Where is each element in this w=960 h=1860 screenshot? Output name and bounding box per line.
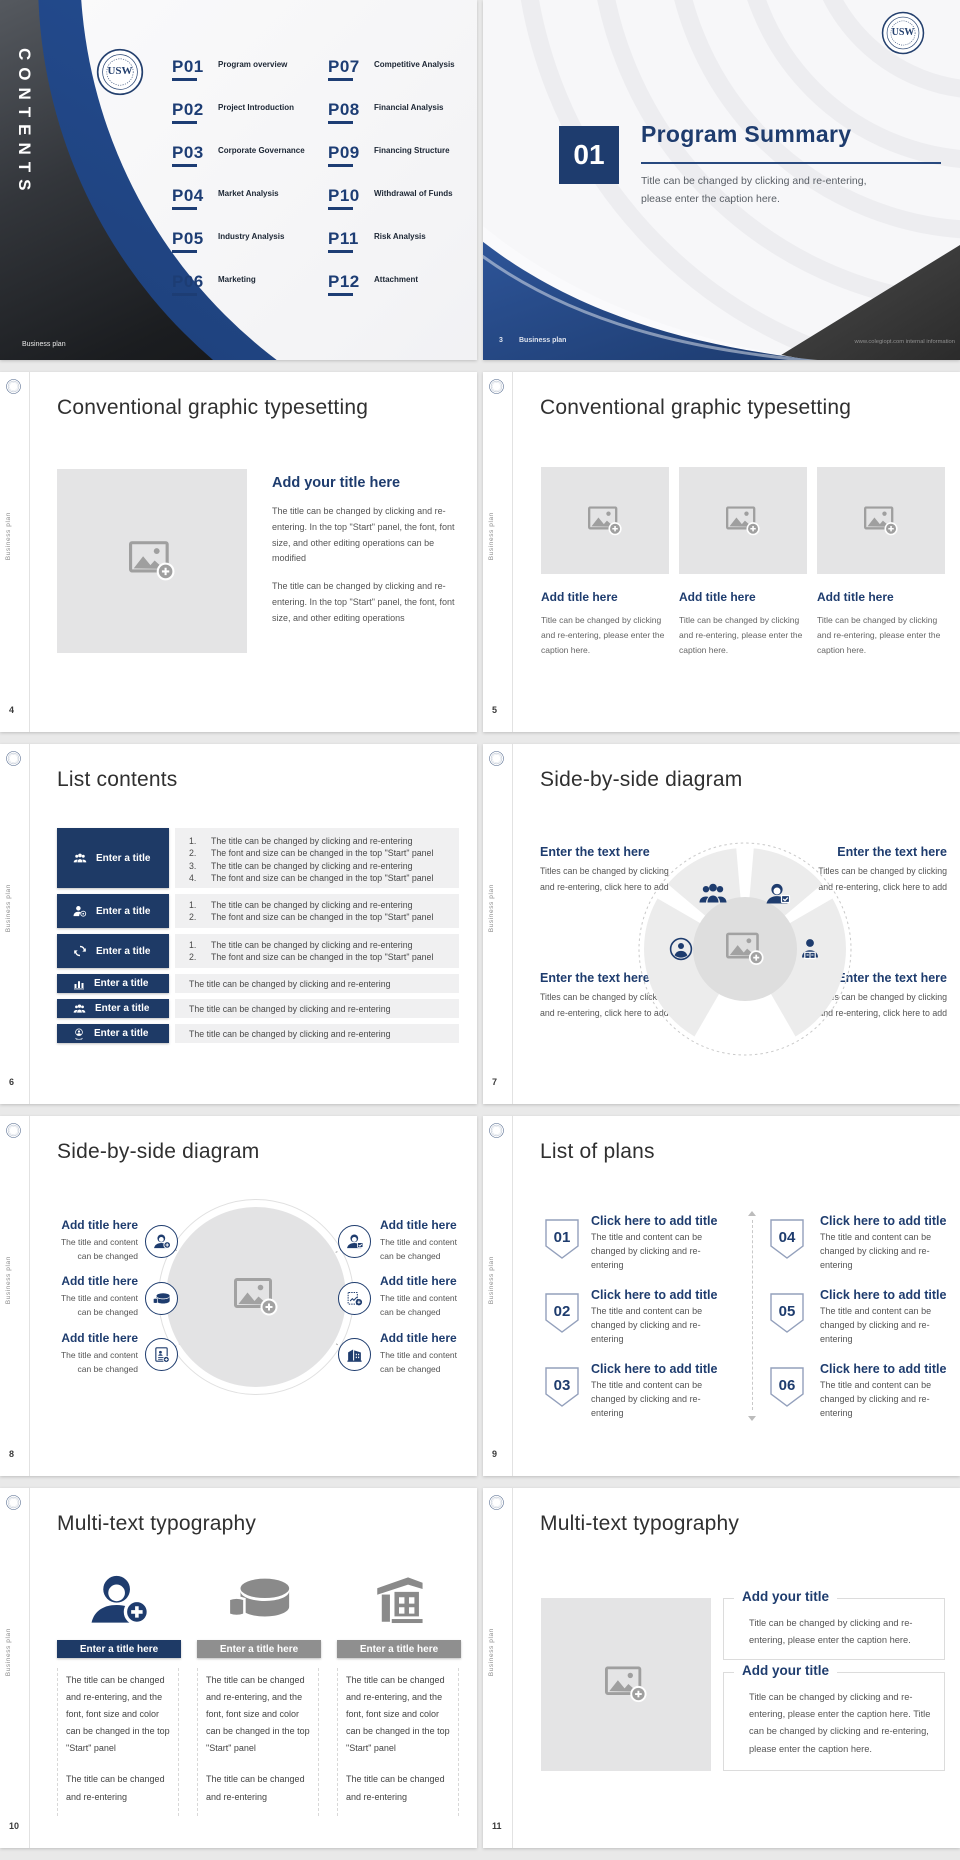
number-badge (770, 1367, 804, 1407)
slide-title: Side-by-side diagram (57, 1140, 260, 1163)
number-badge (770, 1219, 804, 1259)
toc-underline (172, 121, 197, 124)
toc-item[interactable]: P03 Corporate Governance (172, 144, 322, 184)
column-heading: Add title here (817, 590, 894, 604)
pie-cylinder-icon (224, 1570, 294, 1630)
side-label: Business plan (488, 1256, 495, 1305)
slide-title: Multi-text typography (540, 1512, 740, 1535)
footer-label: Business plan (519, 337, 567, 344)
satellite-node[interactable] (145, 1282, 178, 1315)
list-line: 1. The title can be changed by clicking and re-entering (189, 940, 413, 950)
image-placeholder[interactable] (57, 469, 247, 653)
caption-heading: Add your title (734, 1589, 837, 1604)
list-panel (175, 999, 459, 1018)
toc-item[interactable]: P02 Project Introduction (172, 101, 322, 141)
row-2 (0, 372, 960, 732)
sidebar-divider (512, 1488, 513, 1848)
toc-underline (328, 293, 353, 296)
toc-underline (172, 78, 197, 81)
side-label: Business plan (5, 884, 12, 933)
satellite-node[interactable] (338, 1225, 371, 1258)
row-4 (0, 1116, 960, 1476)
image-plus-icon (726, 506, 760, 536)
slide-typesetting-single[interactable] (0, 372, 477, 732)
list-line: 1. The title can be changed by clicking and re-entering (189, 836, 413, 846)
column-icon-wrap (197, 1566, 321, 1634)
text-block-top-left: Enter the text here Titles can be changed by clicking and re-entering, click here to add (540, 845, 669, 893)
list-panel (175, 934, 459, 968)
text-block-bottom-right: Enter the text here Titles can be changed by clicking and re-entering, click here to add (818, 971, 947, 1019)
hub-text-item: Add title here The title and content can be changed (380, 1274, 458, 1318)
svg-text:06: 06 (778, 1377, 796, 1394)
number-badge (770, 1293, 804, 1333)
text-block-bottom-left: Enter the text here Titles can be changed by clicking and re-entering, click here to add (540, 971, 669, 1019)
slide-title: Side-by-side diagram (540, 768, 743, 791)
slide-list-contents[interactable] (0, 744, 477, 1104)
image-plus-icon (864, 506, 898, 536)
mini-seal-icon (6, 1495, 21, 1510)
page-number: 4 (9, 705, 15, 715)
store-building-icon (366, 1571, 432, 1629)
user-gear-icon (73, 904, 87, 918)
image-placeholder[interactable] (541, 467, 669, 574)
toc-underline (172, 207, 197, 210)
title-underline (641, 162, 941, 164)
list-title-button[interactable]: Enter a title (57, 974, 169, 993)
page-number: 9 (492, 1449, 498, 1459)
side-label: Business plan (5, 1628, 12, 1677)
page-number: 10 (9, 1821, 20, 1831)
column-heading: Add title here (541, 590, 618, 604)
building-icon (346, 1346, 363, 1363)
sidebar-divider (512, 372, 513, 732)
caption-heading: Add your title (734, 1663, 837, 1678)
slide-title: Conventional graphic typesetting (540, 396, 852, 419)
toc-underline (328, 207, 353, 210)
list-title-button[interactable]: Enter a title (57, 894, 169, 928)
sidebar-divider (29, 1488, 30, 1848)
column-body: The title can be changed and re-entering, and the font, font size and color can be changed in the top "Start" panel The title can be changed and re-entering (57, 1668, 179, 1816)
image-placeholder[interactable] (541, 1598, 711, 1771)
side-label: Business plan (488, 1628, 495, 1677)
bar-chart-icon (73, 978, 85, 990)
team-icon (73, 1002, 86, 1015)
hub-text-item: Add title here The title and content can be changed (60, 1331, 138, 1375)
text-column (197, 1488, 321, 1848)
satellite-node[interactable] (145, 1225, 178, 1258)
dotted-divider (752, 1220, 753, 1410)
caption-box (723, 1589, 945, 1660)
content-column (679, 372, 807, 732)
sync-arrows-icon (73, 944, 87, 958)
column-body: The title can be changed and re-entering, and the font, font size and color can be changed in the top "Start" panel The title can be changed and re-entering (337, 1668, 459, 1816)
university-seal (881, 11, 925, 55)
image-placeholder[interactable] (817, 467, 945, 574)
toc-item[interactable]: P11 Risk Analysis (328, 230, 477, 270)
toc-item[interactable]: P04 Market Analysis (172, 187, 322, 227)
satellite-node[interactable] (145, 1338, 178, 1371)
toc-item[interactable]: P10 Withdrawal of Funds (328, 187, 477, 227)
mini-seal-icon (489, 1123, 504, 1138)
text-block-top-right: Enter the text here Titles can be changed by clicking and re-entering, click here to add (818, 845, 947, 893)
list-line: The title can be changed by clicking and re-entering (189, 1028, 391, 1039)
contents-vertical-title: CONTENTS (15, 48, 34, 198)
sidebar-divider (29, 372, 30, 732)
text-column (337, 1488, 461, 1848)
slide-typesetting-triple[interactable] (483, 372, 960, 732)
page-number: 6 (9, 1077, 15, 1087)
section-number: 01 (559, 126, 619, 184)
slide-multitext-columns[interactable] (0, 1488, 477, 1848)
footer-url: www.colegiopt.com internal information (854, 339, 955, 345)
toc-item[interactable]: P12 Attachment (328, 273, 477, 313)
seal-label: USW (891, 27, 915, 38)
toc-underline (328, 121, 353, 124)
page-number: 3 (499, 337, 503, 344)
slide-title: Multi-text typography (57, 1512, 257, 1535)
hub-text-item: Add title here The title and content can be changed (60, 1218, 138, 1262)
user-badge-icon (73, 1028, 85, 1040)
svg-text:04: 04 (778, 1229, 796, 1246)
page-number: 8 (9, 1449, 15, 1459)
image-plus-icon (588, 506, 622, 536)
image-placeholder[interactable] (679, 467, 807, 574)
consultant-add-icon (88, 1571, 150, 1629)
slide-list-of-plans[interactable]: Business plan 9 List of plans 01 Click here to add title The title and content can be changed by clicking and re-entering 02 Click here to add title The title and content can be changed by clicking and re-entering 03 Click here to add title The title and content can be changed by clicking and re-entering 04 Click here to add title The title and content can be changed by clicking and re-entering 05 Click here to add title The title and content can be changed by clicking and re-entering 06 Click here to add title The title and content can be changed by clicking and re-entering (483, 1116, 960, 1476)
number-badge (545, 1293, 579, 1333)
image-plus-icon (234, 1278, 278, 1316)
mini-seal-icon (489, 751, 504, 766)
content-column (817, 372, 945, 732)
user-add-icon (153, 1233, 171, 1250)
image-plus-icon (605, 1666, 647, 1703)
image-placeholder[interactable] (166, 1207, 346, 1387)
side-label: Business plan (488, 884, 495, 933)
slide-section-cover[interactable] (483, 0, 960, 360)
data-icon (152, 1291, 171, 1307)
column-caption: Title can be changed by clicking and re-entering, please enter the caption here. (541, 615, 665, 656)
column-icon-wrap (337, 1566, 461, 1634)
list-line: 1. The title can be changed by clicking and re-entering (189, 900, 413, 910)
hub-text-item: Add title here The title and content can be changed (380, 1331, 458, 1375)
toc-item[interactable]: P09 Financing Structure (328, 144, 477, 184)
svg-text:02: 02 (553, 1303, 571, 1320)
column-title-bar[interactable]: Enter a title here (57, 1640, 181, 1658)
list-panel (175, 894, 459, 928)
list-line: The title can be changed by clicking and re-entering (189, 978, 391, 989)
toc-underline (172, 164, 197, 167)
slide-multitext-image[interactable] (483, 1488, 960, 1848)
sidebar-divider (29, 744, 30, 1104)
list-line: 2. The font and size can be changed in the top "Start" panel (189, 848, 434, 859)
list-line: 2. The font and size can be changed in the top "Start" panel (189, 912, 434, 923)
list-panel (175, 828, 459, 888)
image-plus-icon (129, 541, 175, 581)
list-line: 2. The font and size can be changed in the top "Start" panel (189, 952, 434, 963)
toc-underline (328, 164, 353, 167)
mini-seal-icon (489, 1495, 504, 1510)
slide-diagram-hub[interactable] (0, 1116, 477, 1476)
svg-text:01: 01 (553, 1229, 571, 1246)
page-number: 11 (492, 1821, 502, 1831)
toc-item[interactable]: P08 Financial Analysis (328, 101, 477, 141)
toc-underline (172, 250, 197, 253)
body-paragraph: The title can be changed by clicking and re-entering. In the top "Start" panel, the font, font size, and other editing operations can be modified (272, 506, 455, 564)
seal-label: USW (107, 65, 133, 77)
mini-seal-icon (6, 751, 21, 766)
list-panel (175, 974, 459, 993)
hub-text-item: Add title here The title and content can be changed (60, 1274, 138, 1318)
slide-contents[interactable] (0, 0, 477, 360)
section-subtitle: Title can be changed by clicking and re-entering, please enter the caption here. (641, 175, 867, 205)
number-badge (545, 1219, 579, 1259)
finance-chart-icon (346, 1290, 363, 1307)
donut-diagram (635, 839, 855, 1059)
toc-item[interactable]: P06 Marketing (172, 273, 322, 313)
divider-arrow-down (748, 1416, 756, 1421)
caption-body: Title can be changed by clicking and re-entering, please enter the caption here. (749, 1618, 913, 1646)
text-column (57, 1488, 181, 1848)
svg-text:03: 03 (553, 1377, 571, 1394)
row-3 (0, 744, 960, 1104)
side-label: Business plan (5, 512, 12, 561)
list-panel (175, 1024, 459, 1043)
slide-title: List of plans (540, 1140, 655, 1163)
column-caption: Title can be changed by clicking and re-entering, please enter the caption here. (679, 615, 803, 656)
content-heading: Add your title here (272, 475, 401, 491)
section-title: Program Summary (641, 121, 852, 147)
sidebar-divider (512, 1116, 513, 1476)
toc-item[interactable]: P01 Program overview (172, 58, 322, 98)
toc-item[interactable]: P05 Industry Analysis (172, 230, 322, 270)
toc-underline (172, 293, 197, 296)
sidebar-divider (512, 744, 513, 1104)
column-title-bar[interactable]: Enter a title here (197, 1640, 321, 1658)
column-body: The title can be changed and re-entering, and the font, font size and color can be changed in the top "Start" panel The title can be changed and re-entering (197, 1668, 319, 1816)
university-seal (96, 48, 144, 96)
hub-outer-ring (158, 1199, 354, 1395)
page-number: 5 (492, 705, 498, 715)
user-check-icon (346, 1233, 364, 1250)
slide-title: List contents (57, 768, 178, 791)
column-heading: Add title here (679, 590, 756, 604)
mini-seal-icon (6, 379, 21, 394)
toc-underline (328, 250, 353, 253)
content-column (541, 372, 669, 732)
column-caption: Title can be changed by clicking and re-entering, please enter the caption here. (817, 615, 941, 656)
caption-body: Title can be changed by clicking and re-entering, please enter the caption here. Title can be changed by clicking and re-entering, please enter the caption here. (749, 1692, 931, 1754)
side-label: Business plan (488, 512, 495, 561)
number-badge (545, 1367, 579, 1407)
toc-underline (328, 78, 353, 81)
side-label: Business plan (5, 1256, 12, 1305)
toc-item[interactable]: P07 Competitive Analysis (328, 58, 477, 98)
row-1 (0, 0, 960, 360)
column-title-bar[interactable]: Enter a title here (337, 1640, 461, 1658)
list-line: 4. The font and size can be changed in the top "Start" panel (189, 872, 434, 883)
caption-box (723, 1663, 945, 1771)
team-presentation-icon (73, 851, 87, 865)
list-line: The title can be changed by clicking and re-entering (189, 1003, 391, 1014)
divider-arrow-up (748, 1211, 756, 1216)
list-line: 3. The title can be changed by clicking and re-entering (189, 860, 413, 871)
column-icon-wrap (57, 1566, 181, 1634)
svg-text:05: 05 (778, 1303, 796, 1320)
row-5 (0, 1488, 960, 1848)
slide-diagram-donut[interactable] (483, 744, 960, 1104)
list-title-button[interactable]: Enter a title (57, 999, 169, 1018)
hub-text-item: Add title here The title and content can be changed (380, 1218, 458, 1262)
list-title-button[interactable]: Enter a title (57, 934, 169, 968)
satellite-node[interactable] (338, 1282, 371, 1315)
cover-footer: Business plan (22, 341, 66, 348)
id-card-icon (153, 1346, 170, 1363)
list-title-button[interactable]: Enter a title (57, 1024, 169, 1043)
satellite-node[interactable] (338, 1338, 371, 1371)
slide-title: Conventional graphic typesetting (57, 396, 369, 419)
list-title-button[interactable]: Enter a title (57, 828, 169, 888)
page-number: 7 (492, 1077, 498, 1087)
mini-seal-icon (489, 379, 504, 394)
body-paragraph: The title can be changed by clicking and re-entering. In the top "Start" panel, the font, font size, and other editing operations (272, 581, 455, 623)
